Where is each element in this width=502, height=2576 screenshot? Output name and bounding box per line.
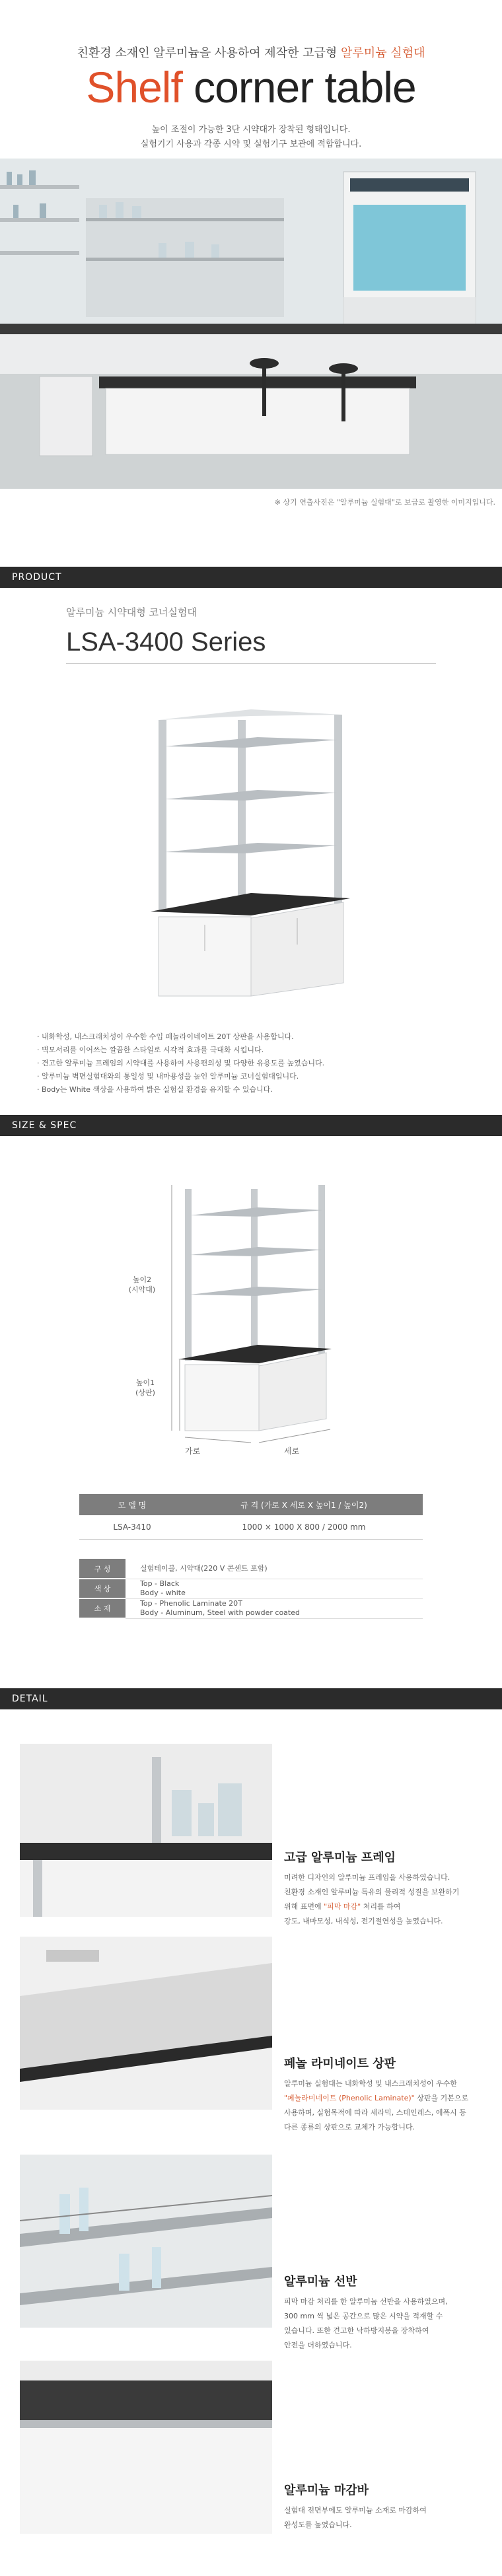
dimension-label-height1	[126, 1378, 165, 1398]
info-line: Body - Aluminum, Steel with powder coated	[140, 1608, 300, 1617]
spec-size-cell: 1000 × 1000 X 800 / 2000 mm	[185, 1515, 423, 1539]
table-row	[79, 1559, 423, 1579]
detail-text	[284, 2077, 489, 2135]
hero-desc-line-1: 높이 조절이 가능한 3단 시약대가 장착된 형태입니다.	[151, 125, 351, 135]
phenolic-top-illustration	[20, 1937, 272, 2110]
detail-text-span: 상판을 기본으로	[414, 2094, 469, 2102]
detail-line: 알루미늄 실험대는 내화학성 및 내스크래치성이 우수한	[284, 2079, 457, 2088]
detail-line: 사용하며, 실험목적에 따라 세라믹, 스테인레스, 에폭시 등	[284, 2108, 466, 2117]
hero-title-accent: Shelf	[86, 63, 182, 112]
table-row	[79, 1579, 423, 1598]
detail-line	[284, 1900, 489, 1914]
info-line: Top - Black	[140, 1579, 180, 1588]
info-value-material	[126, 1598, 423, 1618]
info-line: Top - Phenolic Laminate 20T	[140, 1599, 242, 1608]
lab-scene-illustration	[0, 159, 502, 489]
spec-col-model: 모 델 명	[79, 1494, 185, 1515]
detail-text	[284, 2295, 489, 2353]
hero-title	[0, 62, 502, 112]
detail-line: 미려한 디자인의 알루미늄 프레임을 사용하였습니다.	[284, 1873, 450, 1882]
aluminum-shelf-illustration	[20, 2155, 272, 2328]
lab-scene-photo	[0, 159, 502, 489]
detail-line: 완성도를 높였습니다.	[284, 2521, 352, 2529]
spec-size-table	[79, 1494, 423, 1540]
info-value-color	[126, 1579, 423, 1598]
hero-tagline-highlight: 알루미늄 실험대	[341, 46, 425, 60]
hero-desc-line-2: 실험기기 사용과 각종 시약 및 실험기구 보관에 적합합니다.	[140, 139, 362, 149]
table-row	[79, 1515, 423, 1539]
product-notes	[37, 1030, 473, 1096]
product-note: · 알루미늄 벽면실험대와의 통일성 및 내마용성을 높인 알루미늄 코너실험대입니다.	[37, 1072, 299, 1081]
product-title-divider	[66, 663, 436, 664]
product-image	[145, 700, 357, 1004]
detail-text-span: 위해 표면에	[284, 1902, 324, 1911]
detail-photo-top	[20, 1937, 272, 2110]
spec-section-bar	[0, 1115, 502, 1136]
detail-text	[284, 2503, 489, 2532]
info-value-composition	[126, 1559, 423, 1579]
hero-photo-caption: ※ 상기 연출사진은 "알루미늄 실험대"로 보급로 촬영한 이미지입니다.	[274, 498, 495, 507]
detail-highlight: "페놀라미네이트 (Phenolic Laminate)"	[284, 2094, 415, 2102]
dimension-label-width: 가로	[185, 1447, 201, 1456]
detail-line: 친환경 소재인 알루미늄 특유의 물리적 성질을 보완하기	[284, 1888, 460, 1896]
product-note: · 견고한 알루미늄 프레임의 시약대를 사용하여 사용편의성 및 다양한 유용도를 높였습니다.	[37, 1059, 325, 1067]
dimension-height1-line1: 높이1	[135, 1378, 155, 1387]
detail-line: 피막 마감 처리를 한 알루미늄 선반을 사용하였으며,	[284, 2297, 448, 2306]
spec-table-header-row	[79, 1494, 423, 1515]
product-title: LSA-3400 Series	[66, 627, 266, 657]
info-label-color: 색 상	[79, 1579, 126, 1598]
detail-line: 강도, 내마모성, 내식성, 전기절연성을 높였습니다.	[284, 1917, 443, 1925]
info-label-composition: 구 성	[79, 1559, 126, 1579]
spec-model-cell: LSA-3410	[79, 1515, 185, 1539]
detail-section-bar	[0, 1688, 502, 1709]
aluminum-frame-illustration	[20, 1744, 272, 1917]
detail-title: 페놀 라미네이트 상판	[284, 2057, 396, 2071]
hero-title-rest: corner table	[182, 63, 416, 112]
product-note: · Body는 White 색상을 사용하여 밝은 실험실 환경을 유지할 수 있습니다.	[37, 1085, 273, 1094]
detail-title: 알루미늄 마감바	[284, 2484, 369, 2497]
detail-text	[284, 1871, 489, 1929]
spec-section-title: SIZE & SPEC	[12, 1120, 77, 1131]
detail-line: 있습니다. 또한 견고한 낙하방지봉을 장착하여	[284, 2326, 429, 2335]
dimension-height1-line2: (상판)	[135, 1388, 155, 1397]
detail-text-span: 처리를 하여	[361, 1902, 401, 1911]
detail-line: 300 mm 씩 넓은 공간으로 많은 시약을 적재할 수	[284, 2312, 443, 2320]
info-line: Body - white	[140, 1589, 186, 1597]
info-label-material: 소 재	[79, 1598, 126, 1618]
product-note: · 내화학성, 내스크래치성이 우수한 수입 페놀라이네이트 20T 상판을 사용합니다.	[37, 1032, 294, 1041]
hero-section	[0, 0, 502, 528]
product-subtitle: 알루미늄 시약대형 코너실험대	[66, 606, 197, 618]
spec-info-table	[79, 1559, 423, 1619]
detail-highlight: "피막 마감"	[324, 1902, 361, 1911]
product-section-bar	[0, 567, 502, 588]
dimension-height2-line1: 높이2	[132, 1275, 152, 1284]
detail-line: 다른 종류의 상판으로 교체가 가능합니다.	[284, 2123, 415, 2131]
detail-line: 실험대 전면부에도 알루미늄 소재로 마감하여	[284, 2506, 427, 2515]
hero-tagline	[0, 44, 502, 61]
dimension-lines	[145, 1176, 343, 1453]
info-line: 실험테이블, 시약대(220 V 콘센트 포함)	[140, 1563, 268, 1573]
detail-photo-edge	[20, 2361, 272, 2534]
product-note: · 벽모서리를 이어쓰는 깔끔한 스타일로 시각적 효과를 극대화 시킵니다.	[37, 1046, 264, 1054]
dimension-label-depth: 세로	[284, 1447, 300, 1456]
hero-tagline-prefix: 친환경 소재인 알루미늄을 사용하여 제작한 고급형	[77, 46, 338, 60]
detail-title: 고급 알루미늄 프레임	[284, 1851, 396, 1865]
dimension-label-height2	[122, 1275, 162, 1295]
product-section-title: PRODUCT	[12, 572, 62, 583]
detail-section-title: DETAIL	[12, 1694, 48, 1704]
dimension-height2-line2: (시약대)	[128, 1285, 156, 1294]
detail-photo-shelf	[20, 2155, 272, 2328]
table-row	[79, 1598, 423, 1618]
detail-line: 안전을 더하였습니다.	[284, 2341, 352, 2349]
spec-col-size: 규 격 (가로 X 세로 X 높이1 / 높이2)	[185, 1494, 423, 1515]
detail-title: 알루미늄 선반	[284, 2275, 357, 2289]
detail-photo-frame	[20, 1744, 272, 1917]
aluminum-edge-illustration	[20, 2361, 272, 2534]
detail-line	[284, 2091, 489, 2106]
hero-description	[0, 123, 502, 152]
